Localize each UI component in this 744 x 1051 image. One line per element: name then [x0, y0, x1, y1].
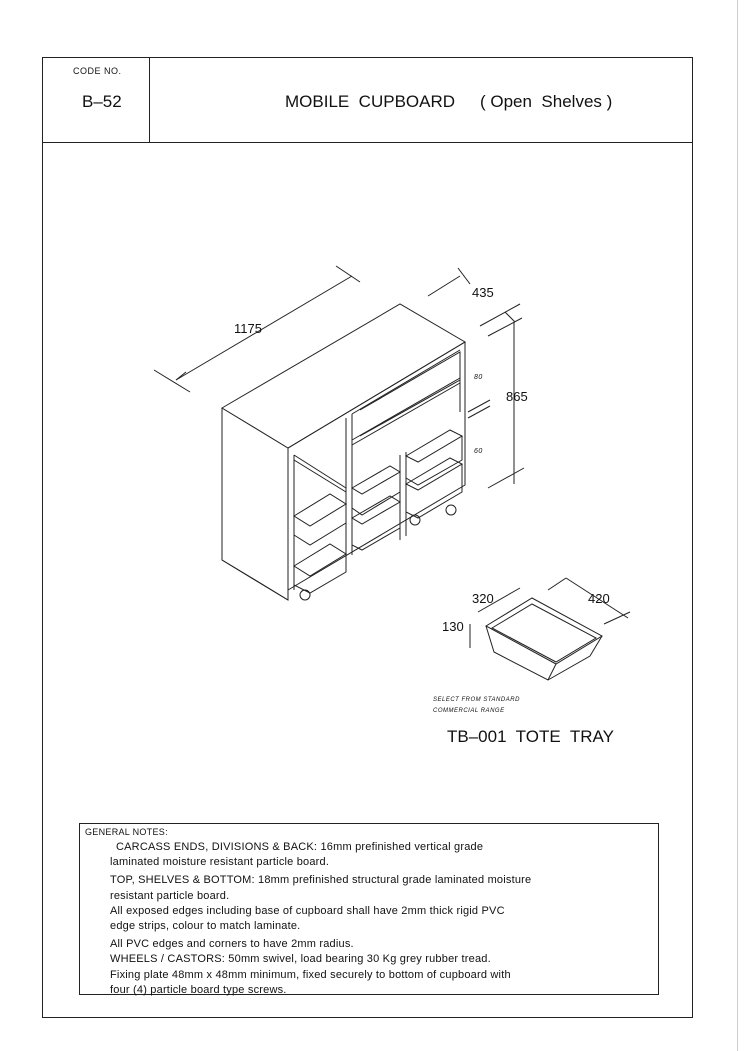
- general-notes-box: [79, 823, 659, 995]
- note-line: laminated moisture resistant particle board.: [110, 856, 330, 869]
- tray-dim-depth-label: 420: [588, 591, 610, 606]
- dim-height-label: 865: [506, 389, 528, 404]
- tray-note-line2: COMMERCIAL RANGE: [433, 708, 505, 714]
- note-line: CARCASS ENDS, DIVISIONS & BACK: 16mm prefinished vertical grade: [116, 841, 484, 853]
- tote-tray-title: TB–001 TOTE TRAY: [447, 727, 614, 746]
- tray-dim-width-label: 320: [472, 591, 494, 606]
- castor-front-left: [300, 590, 310, 600]
- dim-depth-label: 435: [472, 285, 494, 300]
- note-line: All exposed edges including base of cupboard shall have 2mm thick rigid PVC: [110, 904, 505, 917]
- dim-shelf-upper-label: 80: [474, 374, 483, 381]
- tray-dim-height-label: 130: [442, 619, 464, 634]
- code-label: CODE NO.: [73, 66, 122, 76]
- castor-back-right: [446, 505, 456, 515]
- drawing-subtitle: ( Open Shelves ): [480, 92, 613, 111]
- code-value: B–52: [82, 92, 122, 111]
- general-notes-body: [110, 840, 656, 998]
- note-line: edge strips, colour to match laminate.: [110, 920, 301, 933]
- dim-shelf-lower-label: 60: [474, 448, 483, 455]
- dim-width-label: 1175: [234, 321, 262, 336]
- drawing-title: MOBILE CUPBOARD: [285, 92, 456, 111]
- note-line: WHEELS / CASTORS: 50mm swivel, load bearing 30 Kg grey rubber tread.: [110, 953, 491, 966]
- note-line: TOP, SHELVES & BOTTOM: 18mm prefinished structural grade laminated moisture: [110, 874, 532, 887]
- note-line: Fixing plate 48mm x 48mm minimum, fixed securely to bottom of cupboard with: [110, 968, 511, 981]
- upper-shelf: [352, 378, 460, 440]
- tray-note-line1: SELECT FROM STANDARD: [433, 697, 520, 703]
- note-line: resistant particle board.: [110, 889, 230, 902]
- note-line: four (4) particle board type screws.: [110, 983, 287, 996]
- cupboard-left-end: [222, 408, 288, 600]
- cupboard-front-right: [288, 342, 465, 590]
- note-line: All PVC edges and corners to have 2mm radius.: [110, 938, 354, 951]
- general-notes-heading: GENERAL NOTES:: [85, 827, 168, 837]
- tote-tray-rim: [486, 598, 602, 664]
